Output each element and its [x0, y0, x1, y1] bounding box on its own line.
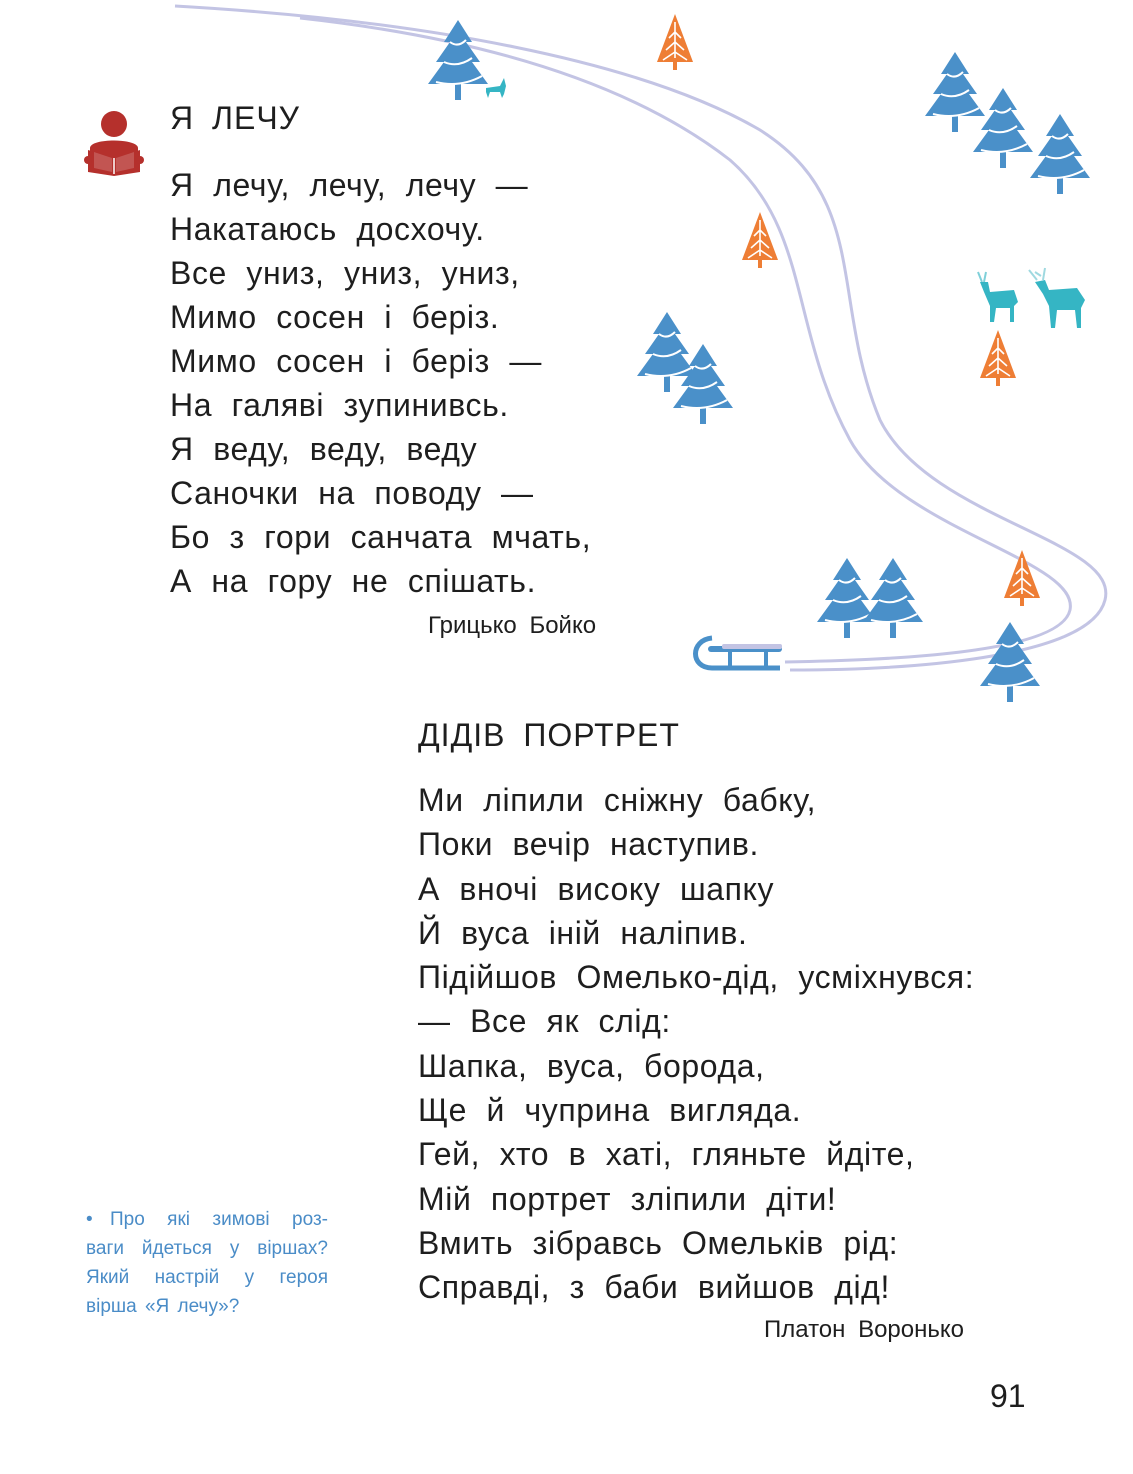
- poem-line: Мимо сосен і беріз —: [170, 343, 542, 379]
- poem-title: Я ЛЕЧУ: [170, 100, 300, 136]
- poem-line: Ми ліпили сніжну бабку,: [418, 782, 817, 818]
- question-note: [86, 1205, 328, 1321]
- poem-line: Гей, хто в хаті, гляньте йдіте,: [418, 1136, 915, 1173]
- poem-line: Все униз, униз, униз,: [170, 255, 520, 291]
- orange-tree-icon: [657, 14, 693, 70]
- poem-author: Платон Воронько: [764, 1316, 964, 1343]
- reader-icon: [84, 110, 144, 176]
- orange-tree-icon: [1004, 550, 1040, 606]
- pine-tree-icon: [1030, 114, 1090, 194]
- poem-line: А вночі високу шапку: [418, 870, 775, 907]
- poem-line: Мимо сосен і беріз.: [170, 299, 500, 335]
- poem-line: Вмить зібравсь Омельків рід:: [418, 1224, 899, 1261]
- poem-title: ДІДІВ ПОРТРЕТ: [418, 717, 680, 753]
- orange-tree-icon: [980, 330, 1016, 386]
- poem-line: А на гору не спішать.: [170, 563, 537, 599]
- bullet-icon: •: [86, 1209, 93, 1230]
- poem-text: [418, 778, 974, 1310]
- deer-icon: [1029, 268, 1085, 328]
- poem-line: Справді, з баби вийшов дід!: [418, 1269, 890, 1306]
- poem-line: Підійшов Омелько-дід, усміхнувся:: [418, 959, 975, 996]
- sled-icon: [696, 638, 783, 668]
- poem-text: [170, 163, 591, 603]
- orange-tree-icon: [742, 212, 778, 268]
- poem-line: Й вуса іній наліпив.: [418, 914, 748, 951]
- poem-line: — Все як слід:: [418, 1003, 671, 1040]
- poem-line: Саночки на поводу —: [170, 475, 534, 511]
- poem-line: На галяві зупинивсь.: [170, 387, 509, 423]
- pine-tree-icon: [980, 622, 1040, 702]
- poem-author: Грицько Бойко: [428, 612, 597, 639]
- pine-tree-icon: [817, 558, 877, 638]
- fox-icon: [486, 78, 506, 98]
- poem-line: Ще й чуприна вигляда.: [418, 1092, 802, 1129]
- poem-line: Поки вечір наступив.: [418, 826, 759, 863]
- poem-line: Я лечу, лечу, лечу —: [170, 167, 529, 203]
- question-text: Про які зимові роз- ваги йдеться у віршах? Який настрій у героя вірша «Я лечу»?: [86, 1209, 328, 1317]
- poem-line: Шапка, вуса, борода,: [418, 1047, 765, 1084]
- poem-line: Бо з гори санчата мчать,: [170, 519, 592, 555]
- poem-line: Накатаюсь досхочу.: [170, 211, 485, 247]
- deer-icon: [978, 272, 1018, 322]
- pine-tree-icon: [973, 88, 1033, 168]
- pine-tree-icon: [863, 558, 923, 638]
- poem-line: Мій портрет зліпили діти!: [418, 1180, 837, 1217]
- poem-line: Я веду, веду, веду: [170, 431, 478, 467]
- pine-tree-icon: [925, 52, 985, 132]
- page-number: 91: [990, 1378, 1026, 1414]
